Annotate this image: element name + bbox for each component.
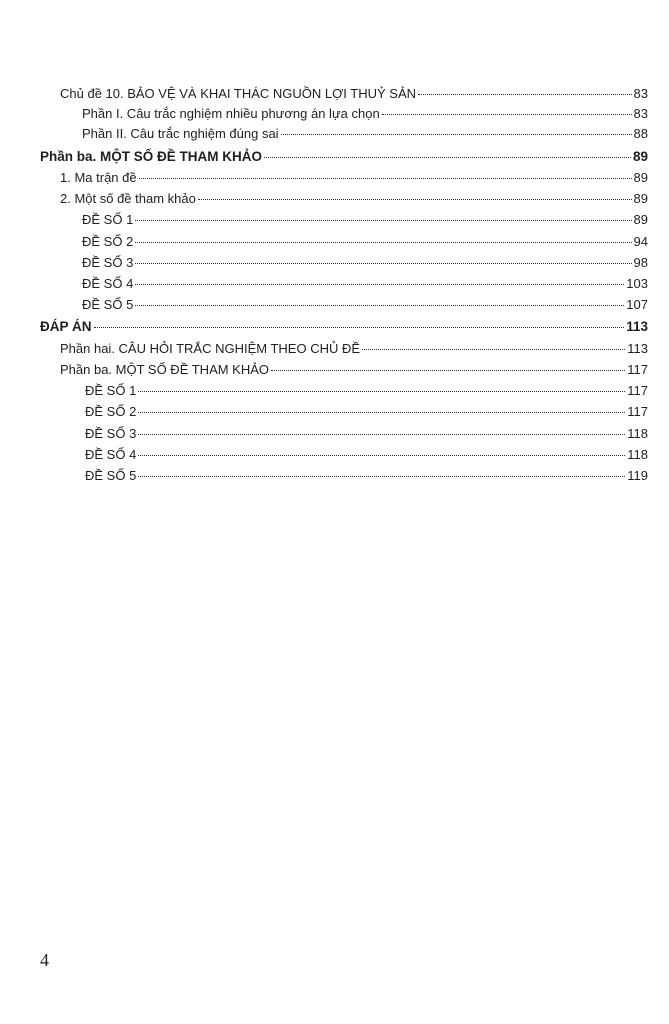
toc-entry [85, 383, 648, 399]
toc-entry-label: ĐỀ SỐ 5 [85, 468, 137, 483]
toc-entry-page: 117 [627, 404, 648, 419]
dot-leader [135, 263, 631, 264]
dot-leader [135, 284, 624, 285]
toc-entry-page: 88 [633, 126, 648, 141]
toc-entry-page: 89 [632, 149, 648, 164]
toc-entry-page: 113 [626, 319, 648, 334]
dot-leader [138, 434, 625, 435]
toc-entry-page: 117 [627, 362, 648, 377]
toc-entry-label: ĐỀ SỐ 1 [85, 383, 137, 398]
dot-leader [198, 199, 632, 200]
toc-entry-page: 118 [627, 447, 648, 462]
toc-entry-page: 83 [633, 106, 648, 121]
toc-entry-page: 107 [626, 297, 648, 312]
toc-entry-label: 1. Ma trận đề [60, 170, 137, 185]
dot-leader [362, 349, 625, 350]
toc-entry [82, 126, 648, 142]
toc-entry-label: ĐÁP ÁN [40, 319, 92, 334]
dot-leader [138, 412, 625, 413]
toc-entry-label: ĐỀ SỐ 5 [82, 297, 134, 312]
page-number: 4 [40, 950, 49, 970]
dot-leader [138, 455, 625, 456]
toc-entry-label: Phần II. Câu trắc nghiệm đúng sai [82, 126, 279, 141]
toc-entry [82, 212, 648, 228]
toc-entry [60, 86, 648, 102]
toc-entry-page: 83 [633, 86, 648, 101]
toc-section-entry [40, 149, 648, 165]
toc-entry [85, 404, 648, 420]
toc-entry-label: ĐỀ SỐ 1 [82, 212, 134, 227]
toc-entry [82, 276, 648, 292]
dot-leader [138, 476, 625, 477]
toc-entry-label: ĐỀ SỐ 4 [82, 276, 134, 291]
toc-entry-label: ĐỀ SỐ 3 [85, 426, 137, 441]
toc-entry-page: 103 [626, 276, 648, 291]
toc-entry [82, 234, 648, 250]
toc-entry [60, 191, 648, 207]
toc-entry-page: 113 [627, 341, 648, 356]
dot-leader [281, 134, 632, 135]
toc-entry-label: 2. Một số đề tham khảo [60, 191, 196, 206]
toc-entry [60, 341, 648, 357]
toc-entry-page: 89 [633, 191, 648, 206]
toc-entry-label: Chủ đề 10. BẢO VỆ VÀ KHAI THÁC NGUỒN LỢI THUỶ SẢN [60, 86, 417, 101]
dot-leader [139, 178, 632, 179]
dot-leader [135, 305, 624, 306]
toc-entry [85, 426, 648, 442]
toc-entry [85, 468, 648, 484]
toc-entry [82, 106, 648, 122]
toc-entry-page: 119 [627, 468, 648, 483]
dot-leader [94, 327, 625, 328]
toc-entry-page: 89 [633, 212, 648, 227]
toc-entry-page: 118 [627, 426, 648, 441]
dot-leader [135, 220, 631, 221]
toc-entry-label: Phần ba. MỘT SỐ ĐỀ THAM KHẢO [40, 149, 263, 164]
toc-section-entry [40, 319, 648, 335]
dot-leader [138, 391, 625, 392]
toc-entry-page: 89 [633, 170, 648, 185]
dot-leader [418, 94, 632, 95]
dot-leader [264, 157, 631, 158]
toc-entry-label: ĐỀ SỐ 4 [85, 447, 137, 462]
toc-entry [85, 447, 648, 463]
toc-entry-label: Phần hai. CÂU HỎI TRẮC NGHIỆM THEO CHỦ ĐỀ [60, 341, 361, 356]
dot-leader [271, 370, 625, 371]
toc-entry [60, 170, 648, 186]
toc-entry-page: 94 [633, 234, 648, 249]
toc-entry-label: ĐỀ SỐ 2 [82, 234, 134, 249]
dot-leader [135, 242, 631, 243]
toc-entry [60, 362, 648, 378]
toc-entry-label: ĐỀ SỐ 3 [82, 255, 134, 270]
toc-entry [82, 255, 648, 271]
toc-entry [82, 297, 648, 313]
toc-entry-label: Phần ba. MỘT SỐ ĐỀ THAM KHẢO [60, 362, 270, 377]
toc-entry-page: 117 [627, 383, 648, 398]
toc-entry-label: ĐỀ SỐ 2 [85, 404, 137, 419]
toc-entry-page: 98 [633, 255, 648, 270]
toc-entry-label: Phần I. Câu trắc nghiệm nhiều phương án lựa chọn [82, 106, 380, 121]
dot-leader [382, 114, 632, 115]
